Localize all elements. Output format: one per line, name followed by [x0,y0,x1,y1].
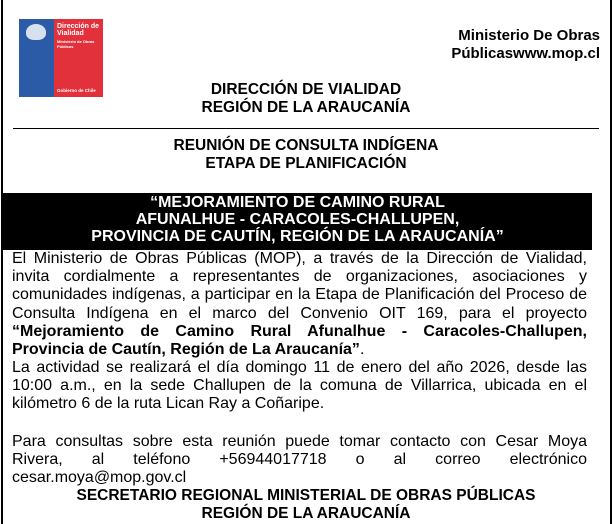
coat-of-arms-icon [26,24,46,40]
heading-line1: DIRECCIÓN DE VIALIDAD [210,81,402,98]
project-title-banner [3,193,592,250]
project-name-bold: “Mejoramiento de Camino Rural Afunalhue - Caracoles-Challupen, Provincia de Cautín, Región de La Araucanía” [12,322,587,359]
horizontal-divider [13,128,599,129]
banner-line2: AFUNALHUE - CARACOLES-CHALLUPEN, [135,211,460,228]
logo-subtitle: Ministerio de Obras Públicas [57,39,95,49]
subheading-line1: REUNIÓN DE CONSULTA INDÍGENA [173,137,439,154]
subheading-line2: ETAPA DE PLANIFICACIÓN [205,155,407,172]
footer-line2: REGIÓN DE LA ARAUCANÍA [201,505,411,522]
contact-paragraph [12,433,587,488]
banner-line1: “MEJORAMIENTO DE CAMINO RURAL [150,194,445,211]
page-heading [0,81,612,117]
invitation-text: El Ministerio de Obras Públicas (MOP), a través de la Dirección de Vialidad, invita cordialmente a representantes de organizaciones, asociaciones y comunidades indígenas, a participar en la Etapa de Planificación del Proceso de Consulta Indígena en el marco del Convenio OIT 169, para el proyecto [12,250,587,322]
contact-text: Para consultas sobre esta reunión puede tomar contacto con Cesar Moya Rivera, al teléfono +56944017718 o al correo electrónico [12,433,587,469]
ministry-header-line2: Públicaswww.mop.cl [451,45,600,62]
ministry-header-line1: Ministerio De Obras [458,27,600,44]
activity-details-paragraph: La actividad se realizará el día domingo 11 de enero del año 2026, desde las 10:00 a.m., en la sede Challupen de la comuna de Villarrica, ubicada en el kilómetro 6 de la ruta Lican Ray a Coñaripe. [12,359,587,413]
logo-footer: Gobierno de Chile [57,88,96,93]
logo-title: Dirección de Vialidad [57,23,100,37]
invitation-paragraph [12,250,587,359]
ministry-header [451,27,600,63]
signature-footer [0,487,612,523]
invitation-end: . [359,341,365,359]
banner-line3: PROVINCIA DE CAUTÍN, REGIÓN DE LA ARAUCANÍA” [91,228,504,245]
heading-line2: REGIÓN DE LA ARAUCANÍA [201,99,411,116]
footer-line1: SECRETARIO REGIONAL MINISTERIAL DE OBRAS PÚBLICAS [76,487,536,504]
meeting-subheading [0,137,612,173]
contact-email: cesar.moya@mop.gov.cl [12,469,187,487]
